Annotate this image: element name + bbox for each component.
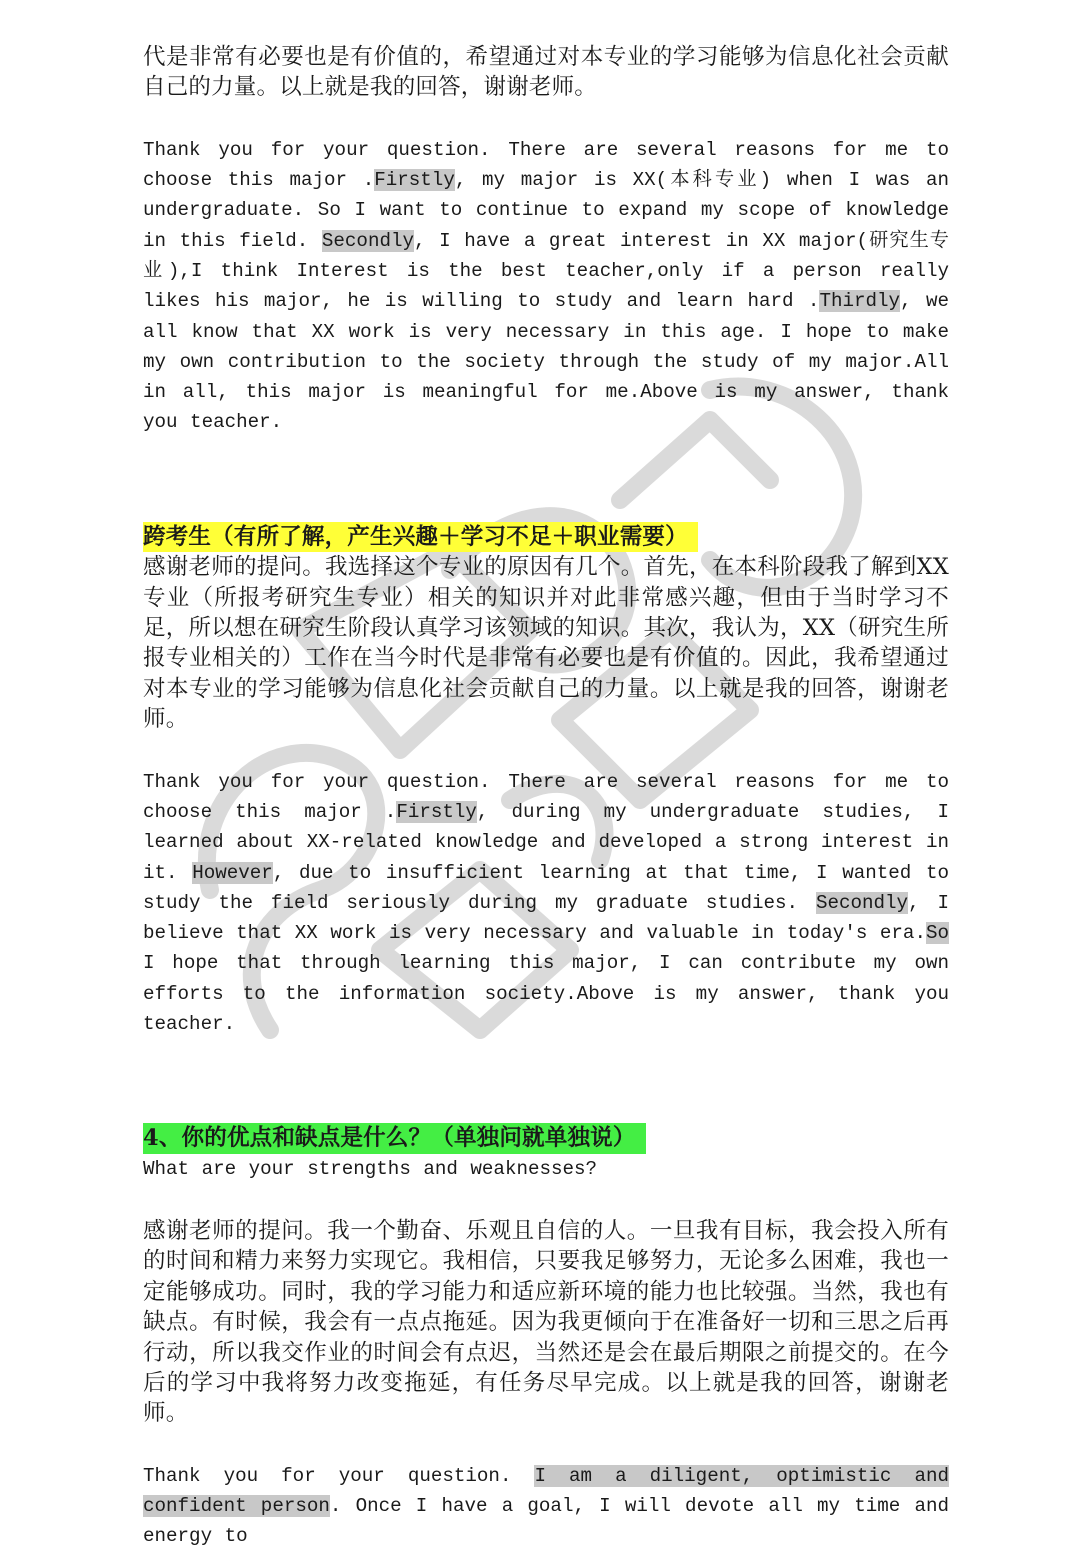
paragraph-zh-1: 代是非常有必要也是有价值的，希望通过对本专业的学习能够为信息化社会贡献自己的力量。以上就是我的回答，谢谢老师。 — [143, 44, 949, 101]
text-segment: , I believe that XX work is very necessary and valuable in today's era. — [143, 891, 949, 945]
highlighted-term: Secondly — [321, 229, 415, 252]
highlighted-term: I am a diligent, optimistic and confident person — [143, 1464, 949, 1518]
document-page — [143, 42, 949, 1552]
highlighted-term: Firstly — [374, 169, 455, 192]
paragraph-zh-2: 感谢老师的提问。我选择这个专业的原因有几个。首先，在本科阶段我了解到XX 专业（所报考研究生专业）相关的知识并对此非常感兴趣，但由于当时学习不足，所以想在研究生阶段认真学习该领域的知识。其次，我认为，XX（研究生所报专业相关的）工作在当今时代是非常有必要也是有价值的。因此，我希望通过对本专业的学习能够为信息化社会贡献自己的力量。以上就是我的回答，谢谢老师。 — [143, 554, 949, 733]
paragraph-en-1 — [143, 135, 949, 438]
heading-highlight: 跨考生（有所了解，产生兴趣＋学习不足＋职业需要） — [143, 522, 698, 552]
text-segment: , we all know that XX work is very necessary in this age. I hope to make my own contribution to the society through the study of my major.All in all, this major is meaningful for me.Above is my answer, thank you teacher. — [143, 290, 949, 434]
text-segment: , my major is XX(本科专业) when I was an undergraduate. So I want to continue to expand my scope of knowledge in this field. — [143, 169, 949, 252]
highlighted-term: However — [192, 861, 273, 884]
text-segment: Thank you for your question. There are several reasons for me to choose this major . — [143, 770, 949, 823]
heading-highlight: 4、你的优点和缺点是什么？（单独问就单独说） — [143, 1123, 646, 1153]
text-segment: Thank you for your question. There are several reasons for me to choose this major . — [143, 138, 949, 192]
text-segment: Thank you for your question. — [143, 1464, 535, 1487]
paragraph-zh-3: 感谢老师的提问。我一个勤奋、乐观且自信的人。一旦我有目标，我会投入所有的时间和精力来努力实现它。我相信，只要我足够努力，无论多么困难，我也一定能够成功。同时，我的学习能力和适应新环境的能力也比较强。当然，我也有缺点。有时候，我会有一点点拖延。因为我更倾向于在准备好一切和三思之后再行动，所以我交作业的时间会有点迟，当然还是会在最后期限之前提交的。在今后的学习中我将努力改变拖延，有任务尽早完成。以上就是我的回答，谢谢老师。 — [143, 1218, 949, 1427]
text-segment: I hope that through learning this major, I can contribute my own efforts to the information society.Above is my answer, thank you teacher. — [143, 952, 949, 1035]
section-heading-cross-major — [143, 522, 949, 552]
highlighted-term: So — [925, 922, 949, 945]
text-segment: . Once I have a goal, I will devote all my time and energy to — [143, 1495, 949, 1548]
section-heading-q4 — [143, 1123, 949, 1153]
text-segment: , I have a great interest in XX major(研究生专业),I think Interest is the best teacher,only if a person really likes his major, he is willing to study and learn hard . — [143, 229, 949, 313]
paragraph-en-3 — [143, 1461, 949, 1552]
highlighted-term: Thirdly — [819, 290, 901, 313]
text-segment: , due to insufficient learning at that time, I wanted to study the field seriously during my graduate studies. — [143, 861, 949, 914]
text-segment: , during my undergraduate studies, I learned about XX-related knowledge and developed a strong interest in it. — [143, 800, 949, 884]
highlighted-term: Firstly — [396, 800, 477, 823]
paragraph-en-2 — [143, 767, 949, 1040]
question-en: What are your strengths and weaknesses? — [143, 1157, 598, 1180]
highlighted-term: Secondly — [815, 891, 909, 914]
